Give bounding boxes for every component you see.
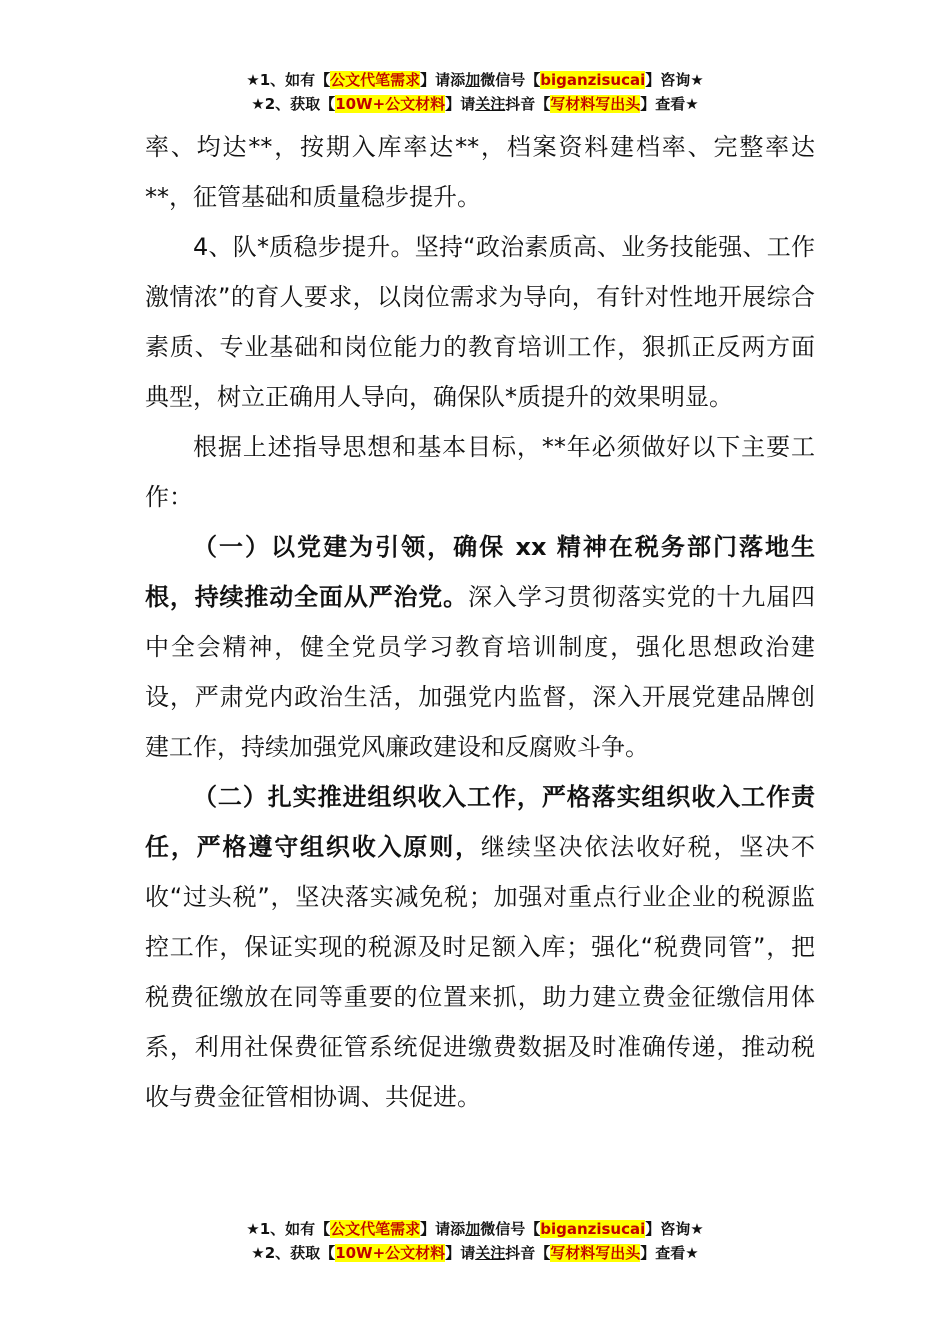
paragraph-main-tasks-intro: 根据上述指导思想和基本目标，**年必须做好以下主要工作： [145, 433, 815, 511]
banner-text: 】查看★ [640, 1244, 699, 1262]
banner-text: ★1、如有【 [246, 71, 331, 89]
paragraph-team-quality: 4、队*质稳步提升。坚持“政治素质高、业务技能强、工作激情浓”的育人要求，以岗位需求为导向，有针对性地开展综合素质、专业基础和岗位能力的教育培训工作，狠抓正反两方面典型，树立正确用人导向，确保队*质提升的效果明显。 [145, 233, 815, 411]
banner-text: 微信号【 [480, 71, 541, 89]
banner-underline: 加 [465, 1220, 481, 1238]
footer-banner-line-1 [0, 1217, 950, 1241]
section-heading-1: （一）以党建为引领，确保 xx 精神在税务部门落地生根，持续推动全面从严治党。 [145, 533, 815, 611]
banner-highlight: 公文代笔需求 [330, 1220, 421, 1238]
banner-highlight: 公文代笔需求 [330, 71, 421, 89]
paragraph-party-building [145, 522, 815, 772]
banner-text: 】查看★ [640, 95, 699, 113]
banner-highlight: 写材料写出头 [550, 1244, 641, 1262]
footer-banner-line-2 [0, 1241, 950, 1265]
banner-underline: 关注 [475, 95, 506, 113]
banner-text: ★2、获取【 [251, 1244, 336, 1262]
banner-text: 】咨询★ [645, 71, 704, 89]
banner-text: 】请 [445, 95, 476, 113]
banner-underline: 加 [465, 71, 481, 89]
paragraph-revenue-work [145, 772, 815, 1122]
banner-text: 】请添 [420, 71, 466, 89]
banner-highlight: 10W+公文材料 [335, 95, 446, 113]
paragraph-continuation: 率、均达**，按期入库率达**，档案资料建档率、完整率达**，征管基础和质量稳步提升。 [145, 133, 815, 211]
banner-text: 微信号【 [480, 1220, 541, 1238]
banner-highlight: biganzisucai [540, 1220, 646, 1238]
banner-text: 】请添 [420, 1220, 466, 1238]
banner-underline: 关注 [475, 1244, 506, 1262]
section-heading-2: （二）扎实推进组织收入工作，严格落实组织收入工作责任，严格遵守组织收入原则， [145, 783, 815, 861]
banner-text: 】请 [445, 1244, 476, 1262]
footer-banner [0, 1217, 950, 1265]
document-body [145, 122, 815, 1122]
banner-highlight: 10W+公文材料 [335, 1244, 446, 1262]
banner-text: ★1、如有【 [246, 1220, 331, 1238]
section-body-1: 深入学习贯彻落实党的十九届四中全会精神，健全党员学习教育培训制度，强化思想政治建设，严肃党内政治生活，加强党内监督，深入开展党建品牌创建工作，持续加强党风廉政建设和反腐败斗争。 [145, 583, 815, 761]
header-banner-line-2 [0, 92, 950, 116]
header-banner-line-1 [0, 68, 950, 92]
banner-text: ★2、获取【 [251, 95, 336, 113]
header-banner [0, 68, 950, 116]
banner-text: 抖音【 [505, 1244, 551, 1262]
banner-highlight: 写材料写出头 [550, 95, 641, 113]
section-body-2: 继续坚决依法收好税，坚决不收“过头税”，坚决落实减免税；加强对重点行业企业的税源监控工作，保证实现的税源及时足额入库；强化“税费同管”，把税费征缴放在同等重要的位置来抓，助力建立费金征缴信用体系，利用社保费征管系统促进缴费数据及时准确传递，推动税收与费金征管相协调、共促进。 [145, 833, 816, 1111]
banner-text: 抖音【 [505, 95, 551, 113]
banner-highlight: biganzisucai [540, 71, 646, 89]
banner-text: 】咨询★ [645, 1220, 704, 1238]
